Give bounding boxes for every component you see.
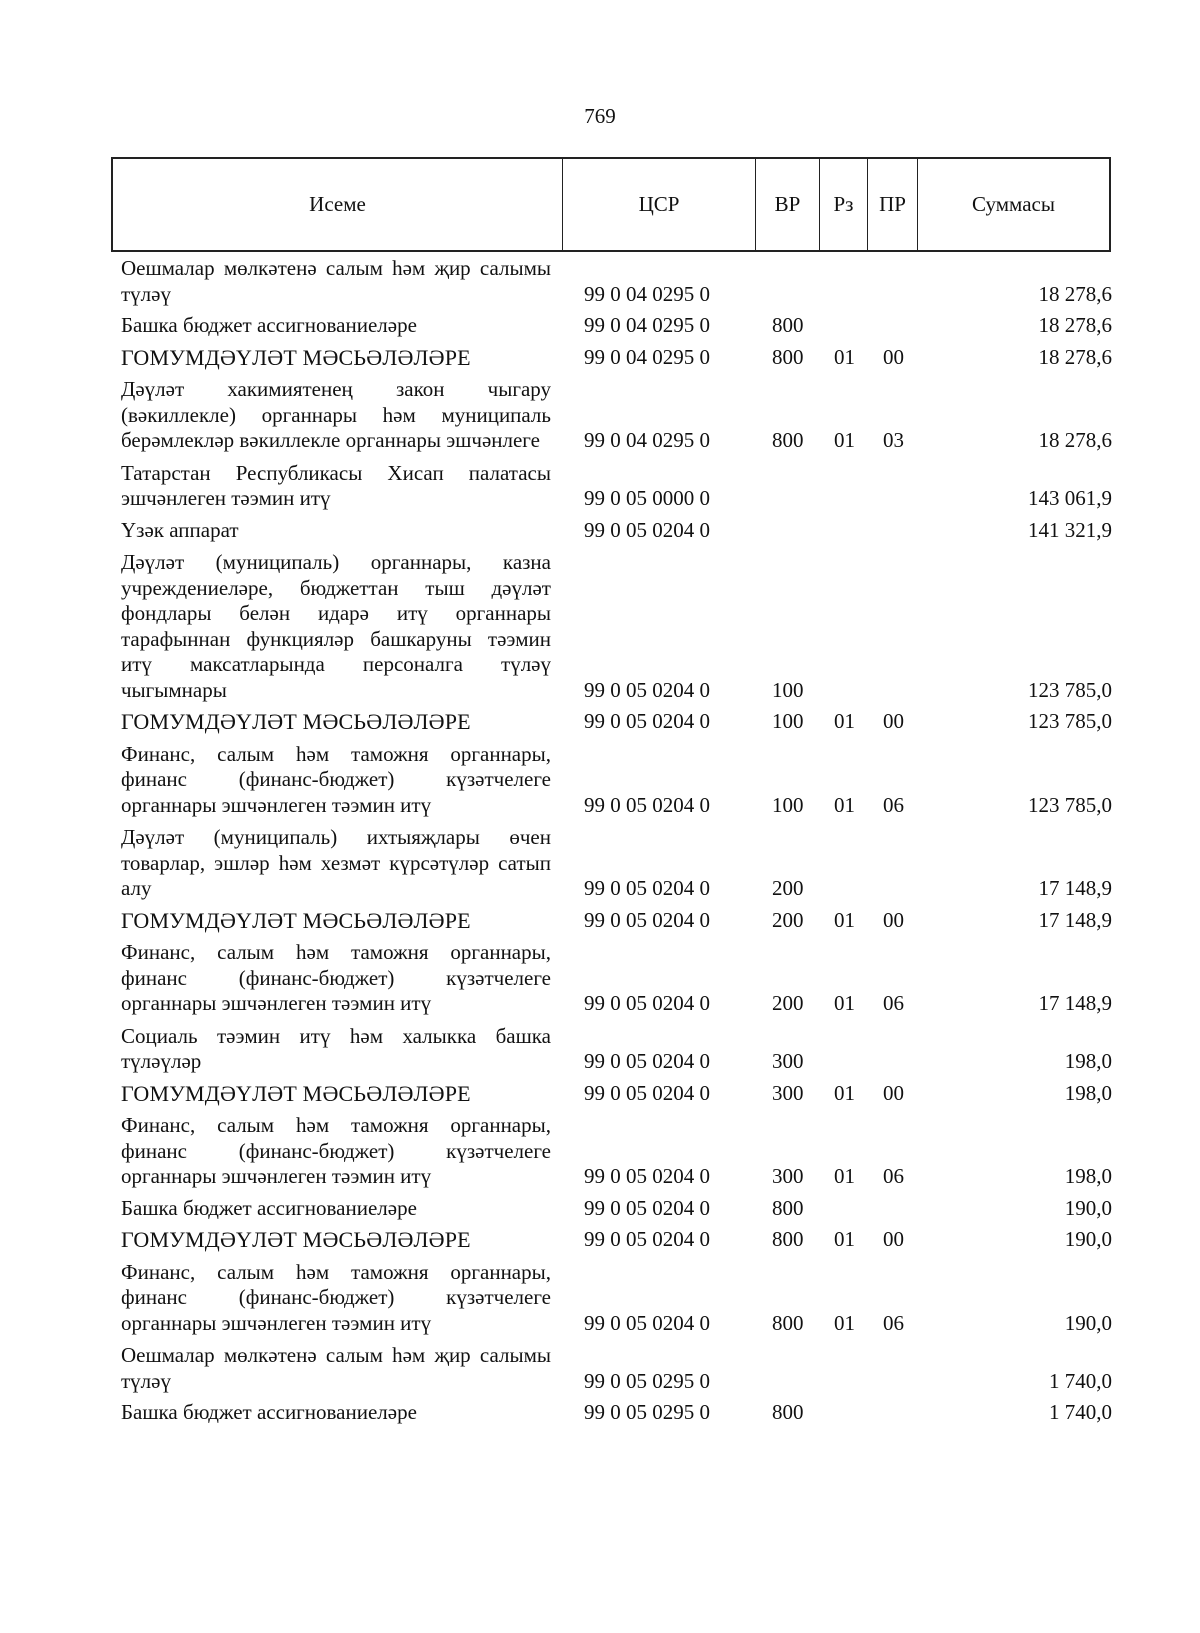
row-csr: 99 0 05 0000 0 <box>584 486 710 510</box>
row-vr: 200 <box>772 876 804 900</box>
row-csr: 99 0 04 0295 0 <box>584 344 710 369</box>
table-row <box>0 550 1200 703</box>
row-csr: 99 0 05 0204 0 <box>584 1195 710 1220</box>
row-sum: 18 278,6 <box>1038 313 1112 337</box>
row-name: Татарстан Республикасы Хисап палатасы эшчәнлеген тәэмин итү <box>121 460 551 510</box>
row-name: Дәүләт (муниципаль) ихтыяҗлары өчен товарлар, эшләр һәм хезмәт күрсәтүләр сатып алу <box>121 825 551 900</box>
row-rz: 01 <box>834 907 855 932</box>
row-pr: 03 <box>883 428 904 452</box>
row-name: Финанс, салым һәм таможня органнары, финанс (финанс-бюджет) күзәтчелеге органнары эшчәнлеген тәэмин итү <box>121 1259 551 1335</box>
row-sum: 190,0 <box>1064 1195 1112 1220</box>
row-sum: 198,0 <box>1064 1080 1112 1105</box>
row-sum: 198,0 <box>1064 1164 1112 1188</box>
row-name: Башка бюджет ассигнованиеләре <box>121 313 417 337</box>
row-name: Үзәк аппарат <box>121 517 239 542</box>
row-sum: 17 148,9 <box>1038 991 1112 1015</box>
row-vr: 800 <box>772 1400 804 1424</box>
table-row <box>0 1343 1200 1394</box>
header-sum: Суммасы <box>972 192 1055 216</box>
row-vr: 800 <box>772 1195 804 1220</box>
row-rz: 01 <box>834 1080 855 1105</box>
row-sum: 123 785,0 <box>1028 792 1112 817</box>
row-csr: 99 0 05 0204 0 <box>584 1227 710 1251</box>
row-vr: 800 <box>772 1310 804 1335</box>
table-row <box>0 908 1200 934</box>
row-csr: 99 0 05 0204 0 <box>584 907 710 932</box>
table-row <box>0 313 1200 339</box>
row-vr: 100 <box>772 709 804 733</box>
row-vr: 300 <box>772 1164 804 1188</box>
row-csr: 99 0 05 0204 0 <box>584 677 710 702</box>
row-sum: 18 278,6 <box>1038 344 1112 369</box>
row-sum: 18 278,6 <box>1038 428 1112 452</box>
row-name: Финанс, салым һәм таможня органнары, финанс (финанс-бюджет) күзәтчелеге органнары эшчәнлеген тәэмин итү <box>121 940 551 1015</box>
row-rz: 01 <box>834 1310 855 1335</box>
row-name: Оешмалар мөлкәтенә салым һәм җир салымы түләү <box>121 1343 551 1393</box>
row-vr: 100 <box>772 677 804 702</box>
row-pr: 06 <box>883 1164 904 1188</box>
row-rz: 01 <box>834 792 855 817</box>
row-sum: 190,0 <box>1064 1310 1112 1335</box>
row-pr: 06 <box>883 792 904 817</box>
row-name: Финанс, салым һәм таможня органнары, финанс (финанс-бюджет) күзәтчелеге органнары эшчәнлеген тәэмин итү <box>121 741 551 817</box>
table-row <box>0 1227 1200 1253</box>
table-row <box>0 345 1200 371</box>
row-sum: 1 740,0 <box>1049 1400 1112 1424</box>
row-vr: 200 <box>772 991 804 1015</box>
header-pr: ПР <box>868 159 918 250</box>
row-csr: 99 0 05 0204 0 <box>584 1049 710 1073</box>
row-vr: 800 <box>772 344 804 369</box>
table-row <box>0 1113 1200 1190</box>
row-pr: 06 <box>883 1310 904 1335</box>
row-vr: 300 <box>772 1080 804 1105</box>
row-name: ГОМУМДӘҮЛӘТ МӘСЬӘЛӘЛӘРЕ <box>121 1227 471 1252</box>
table-row <box>0 1196 1200 1222</box>
row-sum: 198,0 <box>1064 1049 1112 1073</box>
row-sum: 141 321,9 <box>1028 517 1112 542</box>
row-name: Финанс, салым һәм таможня органнары, финанс (финанс-бюджет) күзәтчелеге органнары эшчәнлеген тәэмин итү <box>121 1113 551 1188</box>
row-vr: 800 <box>772 1227 804 1251</box>
row-sum: 123 785,0 <box>1028 709 1112 733</box>
row-name: ГОМУМДӘҮЛӘТ МӘСЬӘЛӘЛӘРЕ <box>121 344 471 370</box>
row-vr: 200 <box>772 907 804 932</box>
row-rz: 01 <box>834 709 855 733</box>
row-sum: 1 740,0 <box>1049 1368 1112 1393</box>
row-pr: 00 <box>883 1080 904 1105</box>
row-rz: 01 <box>834 428 855 452</box>
row-sum: 123 785,0 <box>1028 677 1112 702</box>
header-csr: ЦСР <box>563 159 756 250</box>
row-rz: 01 <box>834 344 855 369</box>
header-name: Исеме <box>113 159 563 250</box>
table-row <box>0 1024 1200 1075</box>
row-name: Оешмалар мөлкәтенә салым һәм җир салымы түләү <box>121 256 551 306</box>
row-vr: 100 <box>772 792 804 817</box>
row-rz: 01 <box>834 1164 855 1188</box>
table-row <box>0 256 1200 307</box>
row-sum: 18 278,6 <box>1038 281 1112 306</box>
row-vr: 300 <box>772 1049 804 1073</box>
table-row <box>0 1081 1200 1107</box>
row-pr: 00 <box>883 1227 904 1251</box>
row-csr: 99 0 05 0295 0 <box>584 1400 710 1424</box>
row-csr: 99 0 05 0204 0 <box>584 1310 710 1335</box>
row-sum: 143 061,9 <box>1028 486 1112 510</box>
table-row <box>0 709 1200 735</box>
row-rz: 01 <box>834 991 855 1015</box>
header-rz: Рз <box>820 159 868 250</box>
row-vr: 800 <box>772 313 804 337</box>
row-name: ГОМУМДӘҮЛӘТ МӘСЬӘЛӘЛӘРЕ <box>121 709 471 734</box>
table-row <box>0 1260 1200 1337</box>
table-row <box>0 940 1200 1017</box>
row-name: Башка бюджет ассигнованиеләре <box>121 1195 417 1220</box>
row-csr: 99 0 05 0204 0 <box>584 1080 710 1105</box>
row-csr: 99 0 05 0204 0 <box>584 1164 710 1188</box>
header-vr: ВР <box>756 159 820 250</box>
row-name: Дәүләт хакимиятенең закон чыгару (вәкиллекле) органнары һәм муниципаль берәмлекләр вәкиллекле органнары эшчәнлеге <box>121 377 551 452</box>
row-name: ГОМУМДӘҮЛӘТ МӘСЬӘЛӘЛӘРЕ <box>121 1080 471 1106</box>
row-csr: 99 0 05 0204 0 <box>584 876 710 900</box>
row-sum: 190,0 <box>1064 1227 1112 1251</box>
row-sum: 17 148,9 <box>1038 907 1112 932</box>
table-row <box>0 377 1200 454</box>
table-row <box>0 825 1200 902</box>
row-csr: 99 0 05 0295 0 <box>584 1368 710 1393</box>
row-name: Социаль тәэмин итү һәм халыкка башка түләүләр <box>121 1023 551 1073</box>
table-row <box>0 461 1200 512</box>
table-row <box>0 742 1200 819</box>
table-row <box>0 518 1200 544</box>
row-sum: 17 148,9 <box>1038 876 1112 900</box>
table-header <box>111 157 1111 252</box>
row-csr: 99 0 04 0295 0 <box>584 428 710 452</box>
table-row <box>0 1400 1200 1426</box>
row-csr: 99 0 04 0295 0 <box>584 281 710 306</box>
row-name: Башка бюджет ассигнованиеләре <box>121 1400 417 1424</box>
row-csr: 99 0 05 0204 0 <box>584 792 710 817</box>
row-rz: 01 <box>834 1227 855 1251</box>
row-csr: 99 0 05 0204 0 <box>584 517 710 542</box>
row-name: Дәүләт (муниципаль) органнары, казна учреждениеләре, бюджеттан тыш дәүләт фондлары белән идарә итү органнары тарафыннан функцияләр башкаруны тәэмин итү максатларында персоналга түләү чыгымнары <box>121 550 551 702</box>
page-number: 769 <box>584 104 616 128</box>
table-body <box>0 256 1200 1426</box>
row-csr: 99 0 05 0204 0 <box>584 709 710 733</box>
row-pr: 06 <box>883 991 904 1015</box>
row-csr: 99 0 05 0204 0 <box>584 991 710 1015</box>
row-vr: 800 <box>772 428 804 452</box>
row-pr: 00 <box>883 344 904 369</box>
row-csr: 99 0 04 0295 0 <box>584 313 710 337</box>
row-name: ГОМУМДӘҮЛӘТ МӘСЬӘЛӘЛӘРЕ <box>121 907 471 933</box>
row-pr: 00 <box>883 907 904 932</box>
row-pr: 00 <box>883 709 904 733</box>
